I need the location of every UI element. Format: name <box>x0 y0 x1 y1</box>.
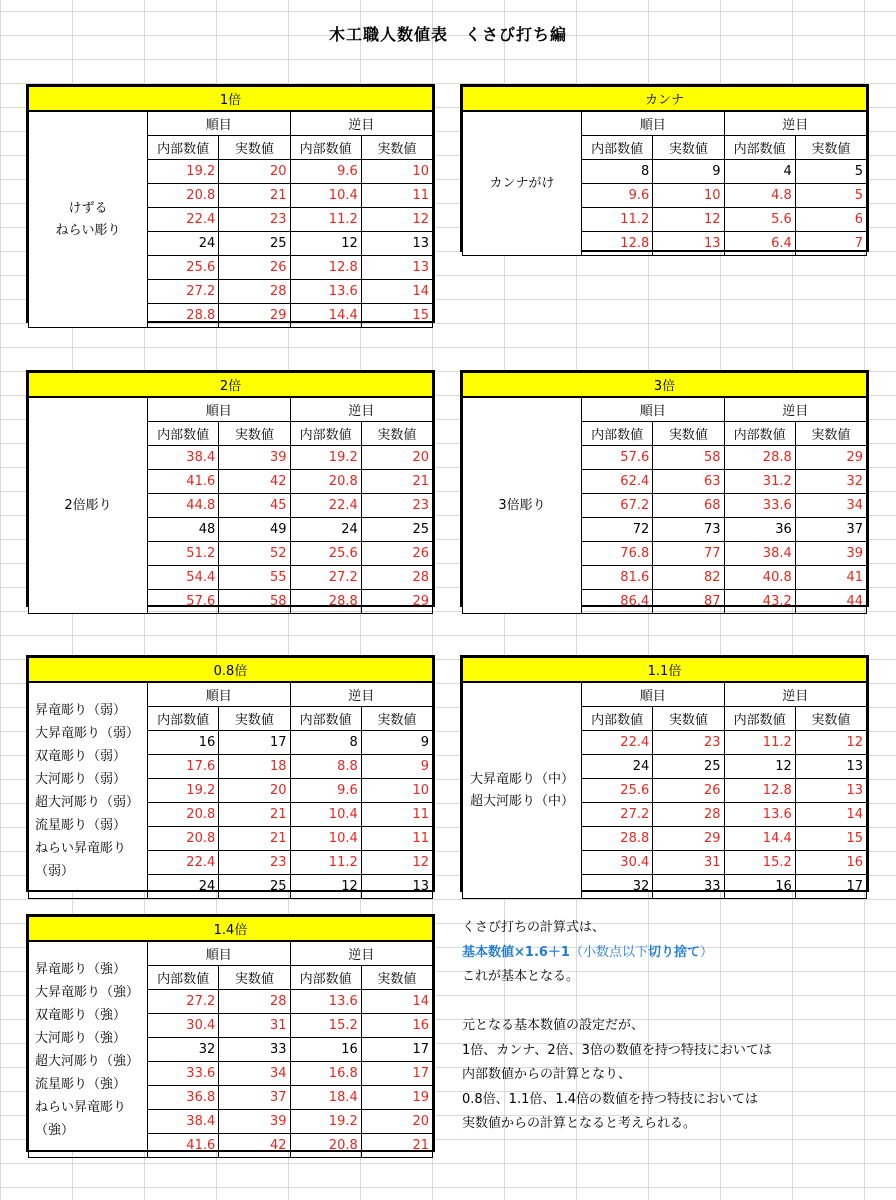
skill-label-line: 双竜彫り（強） <box>35 1007 127 1023</box>
note-line: 元となる基本数値の設定だが、 <box>462 1018 645 1033</box>
table-0-8x <box>26 655 435 892</box>
value-cell: 32 <box>148 1038 219 1062</box>
value-cell: 19.2 <box>290 1110 361 1134</box>
value-cell: 25 <box>361 518 432 542</box>
note-line: 0.8倍、1.1倍、1.4倍の数値を持つ特技においては <box>462 1091 759 1107</box>
value-cell: 14 <box>361 990 432 1014</box>
value-cell: 20.8 <box>148 803 219 827</box>
skill-label-line: 大昇竜彫り（弱） <box>35 725 140 741</box>
value-cell: 38.4 <box>148 1110 219 1134</box>
value-cell: 73 <box>653 518 724 542</box>
value-cell: 45 <box>219 494 290 518</box>
value-cell: 42 <box>219 1134 290 1158</box>
value-cell: 30.4 <box>148 1014 219 1038</box>
group-reverse: 逆目 <box>724 397 867 422</box>
value-cell: 13 <box>361 232 432 256</box>
column-header: 内部数値 <box>148 136 219 160</box>
skill-label-line: ねらい昇竜彫り <box>35 1099 127 1115</box>
column-header: 実数値 <box>361 422 432 446</box>
table-3x <box>460 370 869 607</box>
skill-label-line: 2倍彫り <box>64 497 112 513</box>
table-header: 0.8倍 <box>29 658 433 683</box>
column-header: 内部数値 <box>290 422 361 446</box>
column-header: 実数値 <box>219 707 290 731</box>
value-cell: 42 <box>219 470 290 494</box>
note-line: これが基本となる。 <box>462 969 580 984</box>
value-cell: 34 <box>219 1062 290 1086</box>
skill-label-line: （弱） <box>35 863 75 879</box>
value-cell: 82 <box>653 566 724 590</box>
value-cell: 24 <box>148 875 219 899</box>
value-cell: 43.2 <box>724 590 795 614</box>
value-cell: 31.2 <box>724 470 795 494</box>
column-header: 実数値 <box>219 966 290 990</box>
skill-label-line: 昇竜彫り（弱） <box>35 702 127 718</box>
column-header: 実数値 <box>361 966 432 990</box>
value-cell: 21 <box>361 1134 432 1158</box>
value-cell: 12 <box>795 731 866 755</box>
value-cell: 63 <box>653 470 724 494</box>
value-cell: 22.4 <box>148 851 219 875</box>
value-cell: 16 <box>795 851 866 875</box>
value-cell: 16 <box>148 731 219 755</box>
value-cell: 19.2 <box>148 779 219 803</box>
skill-label-line: 大河彫り（強） <box>35 1030 127 1046</box>
value-cell: 13 <box>361 875 432 899</box>
value-cell: 86.4 <box>582 590 653 614</box>
value-cell: 81.6 <box>582 566 653 590</box>
value-cell: 11 <box>361 803 432 827</box>
table-header: カンナ <box>463 87 867 112</box>
value-cell: 12 <box>724 755 795 779</box>
value-cell: 15 <box>361 304 432 328</box>
column-header: 実数値 <box>361 136 432 160</box>
column-header: 内部数値 <box>290 966 361 990</box>
value-cell: 41.6 <box>148 1134 219 1158</box>
value-cell: 40.8 <box>724 566 795 590</box>
value-cell: 41.6 <box>148 470 219 494</box>
value-cell: 27.2 <box>290 566 361 590</box>
value-cell: 4 <box>724 160 795 184</box>
value-cell: 14 <box>795 803 866 827</box>
skill-label-line: 超大河彫り（弱） <box>35 794 140 810</box>
value-cell: 20 <box>219 160 290 184</box>
value-cell: 33 <box>219 1038 290 1062</box>
value-cell: 12 <box>290 875 361 899</box>
value-cell: 16 <box>724 875 795 899</box>
value-cell: 17.6 <box>148 755 219 779</box>
value-cell: 28.8 <box>724 446 795 470</box>
value-cell: 26 <box>653 779 724 803</box>
value-cell: 29 <box>653 827 724 851</box>
value-cell: 11.2 <box>290 208 361 232</box>
column-header: 実数値 <box>653 136 724 160</box>
value-cell: 26 <box>219 256 290 280</box>
value-cell: 15 <box>795 827 866 851</box>
formula-paren-close: ） <box>700 944 714 960</box>
value-cell: 24 <box>582 755 653 779</box>
value-cell: 13.6 <box>290 990 361 1014</box>
value-cell: 23 <box>219 208 290 232</box>
group-reverse: 逆目 <box>290 397 433 422</box>
table-1-1x <box>460 655 869 892</box>
value-cell: 25.6 <box>290 542 361 566</box>
value-cell: 38.4 <box>724 542 795 566</box>
value-cell: 41 <box>795 566 866 590</box>
value-cell: 9.6 <box>290 779 361 803</box>
value-cell: 29 <box>795 446 866 470</box>
value-cell: 21 <box>219 803 290 827</box>
value-cell: 54.4 <box>148 566 219 590</box>
column-header: 実数値 <box>795 136 866 160</box>
value-cell: 31 <box>219 1014 290 1038</box>
value-cell: 37 <box>795 518 866 542</box>
column-header: 内部数値 <box>148 966 219 990</box>
value-cell: 14.4 <box>290 304 361 328</box>
column-header: 内部数値 <box>290 707 361 731</box>
value-cell: 33.6 <box>724 494 795 518</box>
value-cell: 25 <box>653 755 724 779</box>
value-cell: 87 <box>653 590 724 614</box>
formula-notes <box>462 916 882 1137</box>
value-cell: 8 <box>290 731 361 755</box>
value-cell: 58 <box>653 446 724 470</box>
value-cell: 17 <box>795 875 866 899</box>
value-cell: 27.2 <box>148 280 219 304</box>
value-cell: 48 <box>148 518 219 542</box>
value-cell: 20 <box>361 446 432 470</box>
group-forward: 順目 <box>148 682 291 707</box>
value-cell: 15.2 <box>290 1014 361 1038</box>
group-forward: 順目 <box>148 111 291 136</box>
column-header: 実数値 <box>653 422 724 446</box>
table-header: 1.4倍 <box>29 917 433 942</box>
value-cell: 44 <box>795 590 866 614</box>
skill-label-line: 双竜彫り（弱） <box>35 748 127 764</box>
value-cell: 33 <box>653 875 724 899</box>
value-cell: 28 <box>361 566 432 590</box>
column-header: 実数値 <box>219 136 290 160</box>
value-cell: 23 <box>653 731 724 755</box>
value-cell: 21 <box>219 827 290 851</box>
value-cell: 51.2 <box>148 542 219 566</box>
column-header: 実数値 <box>653 707 724 731</box>
value-cell: 14 <box>361 280 432 304</box>
value-cell: 77 <box>653 542 724 566</box>
group-forward: 順目 <box>148 397 291 422</box>
skill-label-line: けずる <box>68 200 108 216</box>
value-cell: 16 <box>290 1038 361 1062</box>
value-cell: 72 <box>582 518 653 542</box>
value-cell: 20.8 <box>290 1134 361 1158</box>
value-cell: 10.4 <box>290 184 361 208</box>
value-cell: 9 <box>361 755 432 779</box>
table-2x <box>26 370 435 607</box>
table-header: 2倍 <box>29 373 433 398</box>
value-cell: 44.8 <box>148 494 219 518</box>
value-cell: 5.6 <box>724 208 795 232</box>
value-cell: 22.4 <box>148 208 219 232</box>
value-cell: 13.6 <box>724 803 795 827</box>
value-cell: 9.6 <box>290 160 361 184</box>
table-header: 3倍 <box>463 373 867 398</box>
value-cell: 24 <box>148 232 219 256</box>
value-cell: 20.8 <box>148 184 219 208</box>
value-cell: 25.6 <box>148 256 219 280</box>
value-cell: 19.2 <box>148 160 219 184</box>
formula-line <box>462 941 882 966</box>
skill-label-line: カンナがけ <box>489 175 555 191</box>
value-cell: 12 <box>361 851 432 875</box>
column-header: 内部数値 <box>724 707 795 731</box>
value-cell: 28 <box>653 803 724 827</box>
column-header: 内部数値 <box>148 707 219 731</box>
value-cell: 11 <box>361 184 432 208</box>
value-cell: 28.8 <box>582 827 653 851</box>
value-cell: 30.4 <box>582 851 653 875</box>
column-header: 実数値 <box>795 707 866 731</box>
skill-label-line: 流星彫り（強） <box>35 1076 127 1092</box>
value-cell: 13 <box>795 779 866 803</box>
skill-label-line: 大昇竜彫り（強） <box>35 984 140 1000</box>
value-cell: 38.4 <box>148 446 219 470</box>
value-cell: 10 <box>361 160 432 184</box>
value-cell: 11.2 <box>724 731 795 755</box>
value-cell: 67.2 <box>582 494 653 518</box>
value-cell: 13.6 <box>290 280 361 304</box>
value-cell: 37 <box>219 1086 290 1110</box>
table-kanna <box>460 84 869 252</box>
value-cell: 21 <box>219 184 290 208</box>
skill-label <box>29 111 148 328</box>
value-cell: 20 <box>361 1110 432 1134</box>
group-reverse: 逆目 <box>290 941 433 966</box>
column-header: 内部数値 <box>148 422 219 446</box>
group-forward: 順目 <box>582 397 725 422</box>
column-header: 内部数値 <box>290 136 361 160</box>
table-header: 1倍 <box>29 87 433 112</box>
value-cell: 6 <box>795 208 866 232</box>
formula-main: 基本数値×1.6＋1 <box>462 944 570 960</box>
skill-label-line: 超大河彫り（強） <box>35 1053 140 1069</box>
value-cell: 28.8 <box>148 304 219 328</box>
value-cell: 13 <box>795 755 866 779</box>
value-cell: 18.4 <box>290 1086 361 1110</box>
value-cell: 11.2 <box>582 208 653 232</box>
group-reverse: 逆目 <box>724 111 867 136</box>
value-cell: 19 <box>361 1086 432 1110</box>
value-cell: 15.2 <box>724 851 795 875</box>
skill-label <box>29 682 148 899</box>
value-cell: 20.8 <box>148 827 219 851</box>
group-forward: 順目 <box>148 941 291 966</box>
column-header: 実数値 <box>361 707 432 731</box>
value-cell: 10 <box>653 184 724 208</box>
table-1x <box>26 84 435 323</box>
value-cell: 7 <box>795 232 866 256</box>
value-cell: 22.4 <box>582 731 653 755</box>
group-reverse: 逆目 <box>290 682 433 707</box>
value-cell: 19.2 <box>290 446 361 470</box>
value-cell: 12 <box>361 208 432 232</box>
column-header: 内部数値 <box>582 422 653 446</box>
value-cell: 39 <box>219 446 290 470</box>
value-cell: 9.6 <box>582 184 653 208</box>
value-cell: 29 <box>361 590 432 614</box>
value-cell: 14.4 <box>724 827 795 851</box>
value-cell: 62.4 <box>582 470 653 494</box>
value-cell: 18 <box>219 755 290 779</box>
value-cell: 24 <box>290 518 361 542</box>
note-line: 内部数値からの計算となり、 <box>462 1067 632 1082</box>
value-cell: 33.6 <box>148 1062 219 1086</box>
value-cell: 27.2 <box>148 990 219 1014</box>
skill-label <box>463 111 582 256</box>
group-forward: 順目 <box>582 111 725 136</box>
skill-label-line: 昇竜彫り（強） <box>35 961 127 977</box>
column-header: 内部数値 <box>582 136 653 160</box>
formula-paren-open: （小数点以下 <box>569 944 648 960</box>
value-cell: 32 <box>795 470 866 494</box>
value-cell: 23 <box>219 851 290 875</box>
table-header: 1.1倍 <box>463 658 867 683</box>
note-line: くさび打ちの計算式は、 <box>462 920 606 935</box>
skill-label <box>29 941 148 1158</box>
value-cell: 36.8 <box>148 1086 219 1110</box>
skill-label-line: ねらい彫り <box>55 222 121 238</box>
value-cell: 27.2 <box>582 803 653 827</box>
value-cell: 76.8 <box>582 542 653 566</box>
note-line: 実数値からの計算となると考えられる。 <box>462 1116 697 1131</box>
value-cell: 55 <box>219 566 290 590</box>
value-cell: 57.6 <box>582 446 653 470</box>
value-cell: 22.4 <box>290 494 361 518</box>
value-cell: 17 <box>361 1038 432 1062</box>
value-cell: 29 <box>219 304 290 328</box>
value-cell: 32 <box>582 875 653 899</box>
value-cell: 68 <box>653 494 724 518</box>
value-cell: 23 <box>361 494 432 518</box>
value-cell: 9 <box>361 731 432 755</box>
value-cell: 13 <box>653 232 724 256</box>
skill-label-line: 大昇竜彫り（中） <box>469 771 574 787</box>
value-cell: 20.8 <box>290 470 361 494</box>
group-forward: 順目 <box>582 682 725 707</box>
value-cell: 11 <box>361 827 432 851</box>
value-cell: 5 <box>795 184 866 208</box>
formula-bold: 切り捨て <box>647 944 700 960</box>
skill-label <box>29 397 148 614</box>
value-cell: 12 <box>290 232 361 256</box>
value-cell: 25.6 <box>582 779 653 803</box>
value-cell: 8 <box>582 160 653 184</box>
value-cell: 12.8 <box>724 779 795 803</box>
value-cell: 12 <box>653 208 724 232</box>
value-cell: 16.8 <box>290 1062 361 1086</box>
value-cell: 17 <box>361 1062 432 1086</box>
value-cell: 10 <box>361 779 432 803</box>
value-cell: 58 <box>219 590 290 614</box>
value-cell: 10.4 <box>290 803 361 827</box>
value-cell: 39 <box>219 1110 290 1134</box>
group-reverse: 逆目 <box>724 682 867 707</box>
value-cell: 28.8 <box>290 590 361 614</box>
value-cell: 5 <box>795 160 866 184</box>
value-cell: 12.8 <box>582 232 653 256</box>
value-cell: 28 <box>219 990 290 1014</box>
group-reverse: 逆目 <box>290 111 433 136</box>
value-cell: 49 <box>219 518 290 542</box>
value-cell: 25 <box>219 232 290 256</box>
value-cell: 25 <box>219 875 290 899</box>
value-cell: 4.8 <box>724 184 795 208</box>
value-cell: 10.4 <box>290 827 361 851</box>
skill-label <box>463 397 582 614</box>
skill-label-line: ねらい昇竜彫り <box>35 840 127 856</box>
note-line: 1倍、カンナ、2倍、3倍の数値を持つ特技においては <box>462 1042 772 1058</box>
skill-label-line: 大河彫り（弱） <box>35 771 127 787</box>
note-blank <box>462 990 882 1015</box>
column-header: 内部数値 <box>724 422 795 446</box>
value-cell: 34 <box>795 494 866 518</box>
skill-label-line: （強） <box>35 1122 75 1138</box>
value-cell: 20 <box>219 779 290 803</box>
value-cell: 39 <box>795 542 866 566</box>
value-cell: 9 <box>653 160 724 184</box>
value-cell: 26 <box>361 542 432 566</box>
value-cell: 28 <box>219 280 290 304</box>
column-header: 実数値 <box>795 422 866 446</box>
value-cell: 57.6 <box>148 590 219 614</box>
column-header: 内部数値 <box>724 136 795 160</box>
value-cell: 6.4 <box>724 232 795 256</box>
value-cell: 17 <box>219 731 290 755</box>
value-cell: 36 <box>724 518 795 542</box>
column-header: 内部数値 <box>582 707 653 731</box>
skill-label-line: 超大河彫り（中） <box>469 793 574 809</box>
table-1-4x <box>26 914 435 1152</box>
value-cell: 12.8 <box>290 256 361 280</box>
page-title: 木工職人数値表 くさび打ち編 <box>328 25 567 44</box>
column-header: 実数値 <box>219 422 290 446</box>
value-cell: 11.2 <box>290 851 361 875</box>
value-cell: 13 <box>361 256 432 280</box>
value-cell: 8.8 <box>290 755 361 779</box>
skill-label-line: 3倍彫り <box>498 497 546 513</box>
value-cell: 16 <box>361 1014 432 1038</box>
skill-label <box>463 682 582 899</box>
value-cell: 21 <box>361 470 432 494</box>
skill-label-line: 流星彫り（弱） <box>35 817 127 833</box>
value-cell: 52 <box>219 542 290 566</box>
value-cell: 31 <box>653 851 724 875</box>
